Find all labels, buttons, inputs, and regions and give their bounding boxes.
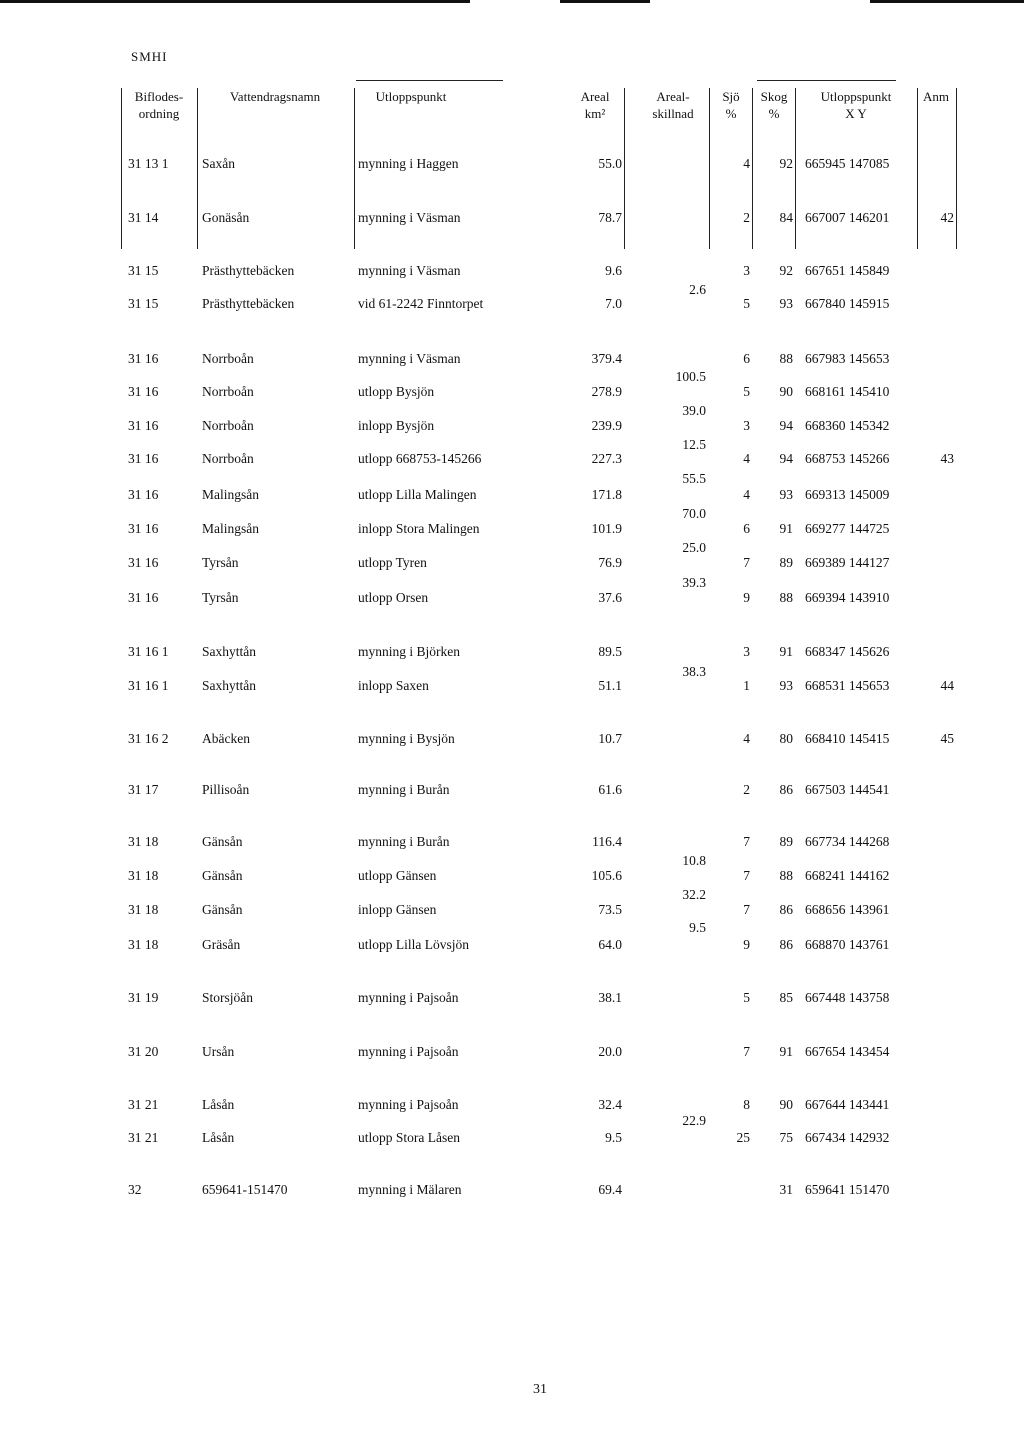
- cell-areal: 76.9: [598, 555, 622, 570]
- cell-skog: 90: [779, 1097, 793, 1112]
- cell-utlopp: mynning i Pajsoån: [358, 1044, 459, 1059]
- cell-namn: Gänsån: [202, 868, 243, 883]
- cell-xy: 669313 145009: [805, 487, 890, 502]
- cell-sjo: 5: [743, 990, 750, 1005]
- cell-namn: Pillisoån: [202, 782, 250, 797]
- cell-utlopp: mynning i Haggen: [358, 156, 459, 171]
- cell-skog: 93: [779, 487, 793, 502]
- area-difference-value: 70.0: [682, 506, 706, 521]
- cell-skog: 88: [779, 351, 793, 366]
- cell-sjo: 5: [743, 296, 750, 311]
- cell-xy: 667448 143758: [805, 990, 890, 1005]
- cell-bifl: 31 16 1: [128, 678, 169, 693]
- cell-sjo: 3: [743, 644, 750, 659]
- area-difference-value: 25.0: [682, 540, 706, 555]
- cell-skog: 91: [779, 1044, 793, 1059]
- cell-utlopp: inlopp Bysjön: [358, 418, 435, 433]
- cell-areal: 278.9: [591, 384, 622, 399]
- cell-sjo: 7: [743, 834, 750, 849]
- cell-bifl: 31 16: [128, 418, 159, 433]
- cell-namn: Malingsån: [202, 521, 259, 536]
- cell-utlopp: mynning i Väsman: [358, 351, 461, 366]
- cell-xy: 668410 145415: [805, 731, 890, 746]
- area-difference-value: 12.5: [682, 437, 706, 452]
- cell-namn: Prästhyttebäcken: [202, 263, 295, 278]
- cell-utlopp: inlopp Gänsen: [358, 902, 437, 917]
- cell-areal: 9.5: [605, 1130, 622, 1145]
- cell-sjo: 4: [743, 451, 750, 466]
- cell-utlopp: utlopp 668753-145266: [358, 451, 482, 466]
- cell-areal: 101.9: [591, 521, 622, 536]
- cell-xy: 667434 142932: [805, 1130, 890, 1145]
- cell-sjo: 8: [743, 1097, 750, 1112]
- cell-xy: 669389 144127: [805, 555, 890, 570]
- cell-areal: 69.4: [598, 1182, 622, 1197]
- cell-namn: Gonäsån: [202, 210, 250, 225]
- cell-areal: 10.7: [598, 731, 622, 746]
- cell-xy: 667644 143441: [805, 1097, 890, 1112]
- header-arealskillnad: Areal- skillnad: [652, 89, 694, 121]
- cell-utlopp: utlopp Stora Låsen: [358, 1130, 460, 1145]
- cell-anm: 43: [940, 451, 954, 466]
- cell-areal: 73.5: [598, 902, 622, 917]
- header-sjo: Sjö %: [722, 89, 740, 121]
- cell-namn: Saxån: [202, 156, 235, 171]
- cell-areal: 7.0: [605, 296, 622, 311]
- cell-areal: 105.6: [591, 868, 622, 883]
- cell-areal: 171.8: [591, 487, 622, 502]
- cell-xy: 659641 151470: [805, 1182, 890, 1197]
- cell-namn: Gräsån: [202, 937, 241, 952]
- cell-anm: 45: [940, 731, 954, 746]
- header-skog: Skog %: [760, 89, 788, 121]
- cell-bifl: 31 15: [128, 296, 159, 311]
- cell-bifl: 31 18: [128, 902, 159, 917]
- cell-skog: 89: [779, 555, 793, 570]
- cell-bifl: 31 16: [128, 555, 159, 570]
- cell-bifl: 31 17: [128, 782, 159, 797]
- cell-sjo: 9: [743, 590, 750, 605]
- cell-sjo: 4: [743, 731, 750, 746]
- cell-namn: Ursån: [202, 1044, 235, 1059]
- area-difference-value: 55.5: [682, 471, 706, 486]
- cell-sjo: 5: [743, 384, 750, 399]
- cell-bifl: 31 16 2: [128, 731, 169, 746]
- cell-utlopp: mynning i Väsman: [358, 263, 461, 278]
- cell-sjo: 7: [743, 902, 750, 917]
- cell-skog: 31: [779, 1182, 793, 1197]
- cell-bifl: 31 18: [128, 868, 159, 883]
- cell-xy: 668347 145626: [805, 644, 890, 659]
- cell-skog: 86: [779, 937, 793, 952]
- cell-bifl: 31 14: [128, 210, 159, 225]
- cell-sjo: 9: [743, 937, 750, 952]
- cell-skog: 86: [779, 782, 793, 797]
- cell-areal: 9.6: [605, 263, 622, 278]
- cell-areal: 227.3: [591, 451, 622, 466]
- cell-skog: 93: [779, 296, 793, 311]
- cell-utlopp: utlopp Orsen: [358, 590, 429, 605]
- cell-skog: 86: [779, 902, 793, 917]
- cell-areal: 89.5: [598, 644, 622, 659]
- cell-areal: 379.4: [591, 351, 622, 366]
- cell-utlopp: vid 61-2242 Finntorpet: [358, 296, 484, 311]
- cell-skog: 75: [779, 1130, 793, 1145]
- cell-utlopp: mynning i Mälaren: [358, 1182, 462, 1197]
- cell-namn: Prästhyttebäcken: [202, 296, 295, 311]
- area-difference-value: 39.0: [682, 403, 706, 418]
- cell-sjo: 7: [743, 868, 750, 883]
- cell-namn: 659641-151470: [202, 1182, 288, 1197]
- area-difference-value: 10.8: [682, 853, 706, 868]
- cell-sjo: 7: [743, 1044, 750, 1059]
- cell-utlopp: utlopp Bysjön: [358, 384, 435, 399]
- header-areal: Areal km²: [580, 89, 610, 121]
- cell-skog: 94: [779, 451, 793, 466]
- cell-anm: 42: [940, 210, 954, 225]
- cell-namn: Tyrsån: [202, 590, 239, 605]
- area-difference-value: 9.5: [689, 920, 706, 935]
- cell-sjo: 7: [743, 555, 750, 570]
- cell-areal: 37.6: [598, 590, 622, 605]
- cell-namn: Norrboån: [202, 418, 254, 433]
- cell-xy: 669394 143910: [805, 590, 890, 605]
- top-border: [0, 0, 1024, 5]
- cell-areal: 64.0: [598, 937, 622, 952]
- cell-namn: Norrboån: [202, 451, 254, 466]
- cell-skog: 90: [779, 384, 793, 399]
- cell-utlopp: mynning i Bysjön: [358, 731, 455, 746]
- cell-sjo: 6: [743, 521, 750, 536]
- cell-bifl: 31 21: [128, 1130, 159, 1145]
- cell-xy: 665945 147085: [805, 156, 890, 171]
- cell-sjo: 6: [743, 351, 750, 366]
- cell-sjo: 4: [743, 487, 750, 502]
- cell-areal: 78.7: [598, 210, 622, 225]
- cell-sjo: 2: [743, 782, 750, 797]
- cell-namn: Storsjöån: [202, 990, 254, 1005]
- cell-skog: 84: [779, 210, 793, 225]
- cell-namn: Låsån: [202, 1097, 235, 1112]
- cell-utlopp: utlopp Lilla Malingen: [358, 487, 477, 502]
- cell-namn: Gänsån: [202, 902, 243, 917]
- cell-xy: 668656 143961: [805, 902, 890, 917]
- header-anm: Anm: [923, 89, 949, 104]
- cell-bifl: 31 18: [128, 834, 159, 849]
- header-biflodesordning: Biflodes- ordning: [134, 89, 184, 121]
- cell-xy: 667651 145849: [805, 263, 890, 278]
- cell-utlopp: utlopp Lilla Lövsjön: [358, 937, 469, 952]
- cell-utlopp: mynning i Väsman: [358, 210, 461, 225]
- cell-skog: 92: [779, 156, 793, 171]
- cell-utlopp: mynning i Pajsoån: [358, 1097, 459, 1112]
- cell-areal: 32.4: [598, 1097, 622, 1112]
- header-vattendragsnamn: Vattendragsnamn: [229, 89, 321, 104]
- cell-utlopp: utlopp Tyren: [358, 555, 427, 570]
- cell-bifl: 31 16 1: [128, 644, 169, 659]
- cell-xy: 667007 146201: [805, 210, 890, 225]
- cell-areal: 38.1: [598, 990, 622, 1005]
- cell-skog: 89: [779, 834, 793, 849]
- cell-areal: 239.9: [591, 418, 622, 433]
- cell-xy: 668360 145342: [805, 418, 890, 433]
- cell-skog: 85: [779, 990, 793, 1005]
- cell-namn: Norrboån: [202, 384, 254, 399]
- page-number: 31: [533, 1382, 547, 1397]
- cell-sjo: 2: [743, 210, 750, 225]
- cell-xy: 668870 143761: [805, 937, 890, 952]
- cell-areal: 55.0: [598, 156, 622, 171]
- cell-xy: 668753 145266: [805, 451, 890, 466]
- cell-sjo: 3: [743, 263, 750, 278]
- header-utloppspunkt-xy: Utloppspunkt X Y: [820, 89, 892, 121]
- cell-anm: 44: [940, 678, 954, 693]
- cell-bifl: 31 16: [128, 487, 159, 502]
- cell-bifl: 32: [128, 1182, 142, 1197]
- cell-skog: 93: [779, 678, 793, 693]
- cell-sjo: 25: [736, 1130, 750, 1145]
- cell-namn: Saxhyttån: [202, 678, 256, 693]
- cell-bifl: 31 18: [128, 937, 159, 952]
- header-utloppspunkt: Utloppspunkt: [375, 89, 447, 104]
- cell-namn: Malingsån: [202, 487, 259, 502]
- cell-xy: 667840 145915: [805, 296, 890, 311]
- cell-bifl: 31 13 1: [128, 156, 169, 171]
- cell-bifl: 31 15: [128, 263, 159, 278]
- area-difference-value: 32.2: [682, 887, 706, 902]
- cell-namn: Saxhyttån: [202, 644, 256, 659]
- cell-xy: 668161 145410: [805, 384, 890, 399]
- cell-utlopp: inlopp Stora Malingen: [358, 521, 480, 536]
- area-difference-value: 100.5: [675, 369, 706, 384]
- cell-bifl: 31 16: [128, 351, 159, 366]
- cell-utlopp: mynning i Burån: [358, 782, 450, 797]
- cell-namn: Abäcken: [202, 731, 250, 746]
- cell-sjo: 4: [743, 156, 750, 171]
- cell-xy: 668531 145653: [805, 678, 890, 693]
- cell-skog: 91: [779, 644, 793, 659]
- cell-areal: 61.6: [598, 782, 622, 797]
- cell-xy: 669277 144725: [805, 521, 890, 536]
- cell-areal: 51.1: [598, 678, 622, 693]
- cell-utlopp: mynning i Björken: [358, 644, 460, 659]
- cell-skog: 91: [779, 521, 793, 536]
- cell-namn: Låsån: [202, 1130, 235, 1145]
- cell-bifl: 31 16: [128, 521, 159, 536]
- cell-sjo: 3: [743, 418, 750, 433]
- cell-xy: 668241 144162: [805, 868, 890, 883]
- cell-xy: 667983 145653: [805, 351, 890, 366]
- cell-bifl: 31 16: [128, 451, 159, 466]
- cell-bifl: 31 19: [128, 990, 159, 1005]
- cell-bifl: 31 21: [128, 1097, 159, 1112]
- cell-utlopp: mynning i Pajsoån: [358, 990, 459, 1005]
- cell-skog: 88: [779, 868, 793, 883]
- cell-utlopp: utlopp Gänsen: [358, 868, 437, 883]
- cell-skog: 88: [779, 590, 793, 605]
- cell-utlopp: inlopp Saxen: [358, 678, 429, 693]
- area-difference-value: 38.3: [682, 664, 706, 679]
- cell-namn: Gänsån: [202, 834, 243, 849]
- cell-sjo: 1: [743, 678, 750, 693]
- cell-areal: 20.0: [598, 1044, 622, 1059]
- area-difference-value: 2.6: [689, 282, 706, 297]
- cell-bifl: 31 20: [128, 1044, 159, 1059]
- cell-bifl: 31 16: [128, 590, 159, 605]
- cell-xy: 667734 144268: [805, 834, 890, 849]
- cell-areal: 116.4: [592, 834, 622, 849]
- cell-skog: 94: [779, 418, 793, 433]
- cell-skog: 92: [779, 263, 793, 278]
- cell-namn: Tyrsån: [202, 555, 239, 570]
- organization-label: SMHI: [131, 49, 168, 64]
- cell-xy: 667654 143454: [805, 1044, 890, 1059]
- area-difference-value: 39.3: [682, 575, 706, 590]
- cell-skog: 80: [779, 731, 793, 746]
- cell-namn: Norrboån: [202, 351, 254, 366]
- cell-xy: 667503 144541: [805, 782, 890, 797]
- cell-bifl: 31 16: [128, 384, 159, 399]
- cell-utlopp: mynning i Burån: [358, 834, 450, 849]
- area-difference-value: 22.9: [682, 1113, 706, 1128]
